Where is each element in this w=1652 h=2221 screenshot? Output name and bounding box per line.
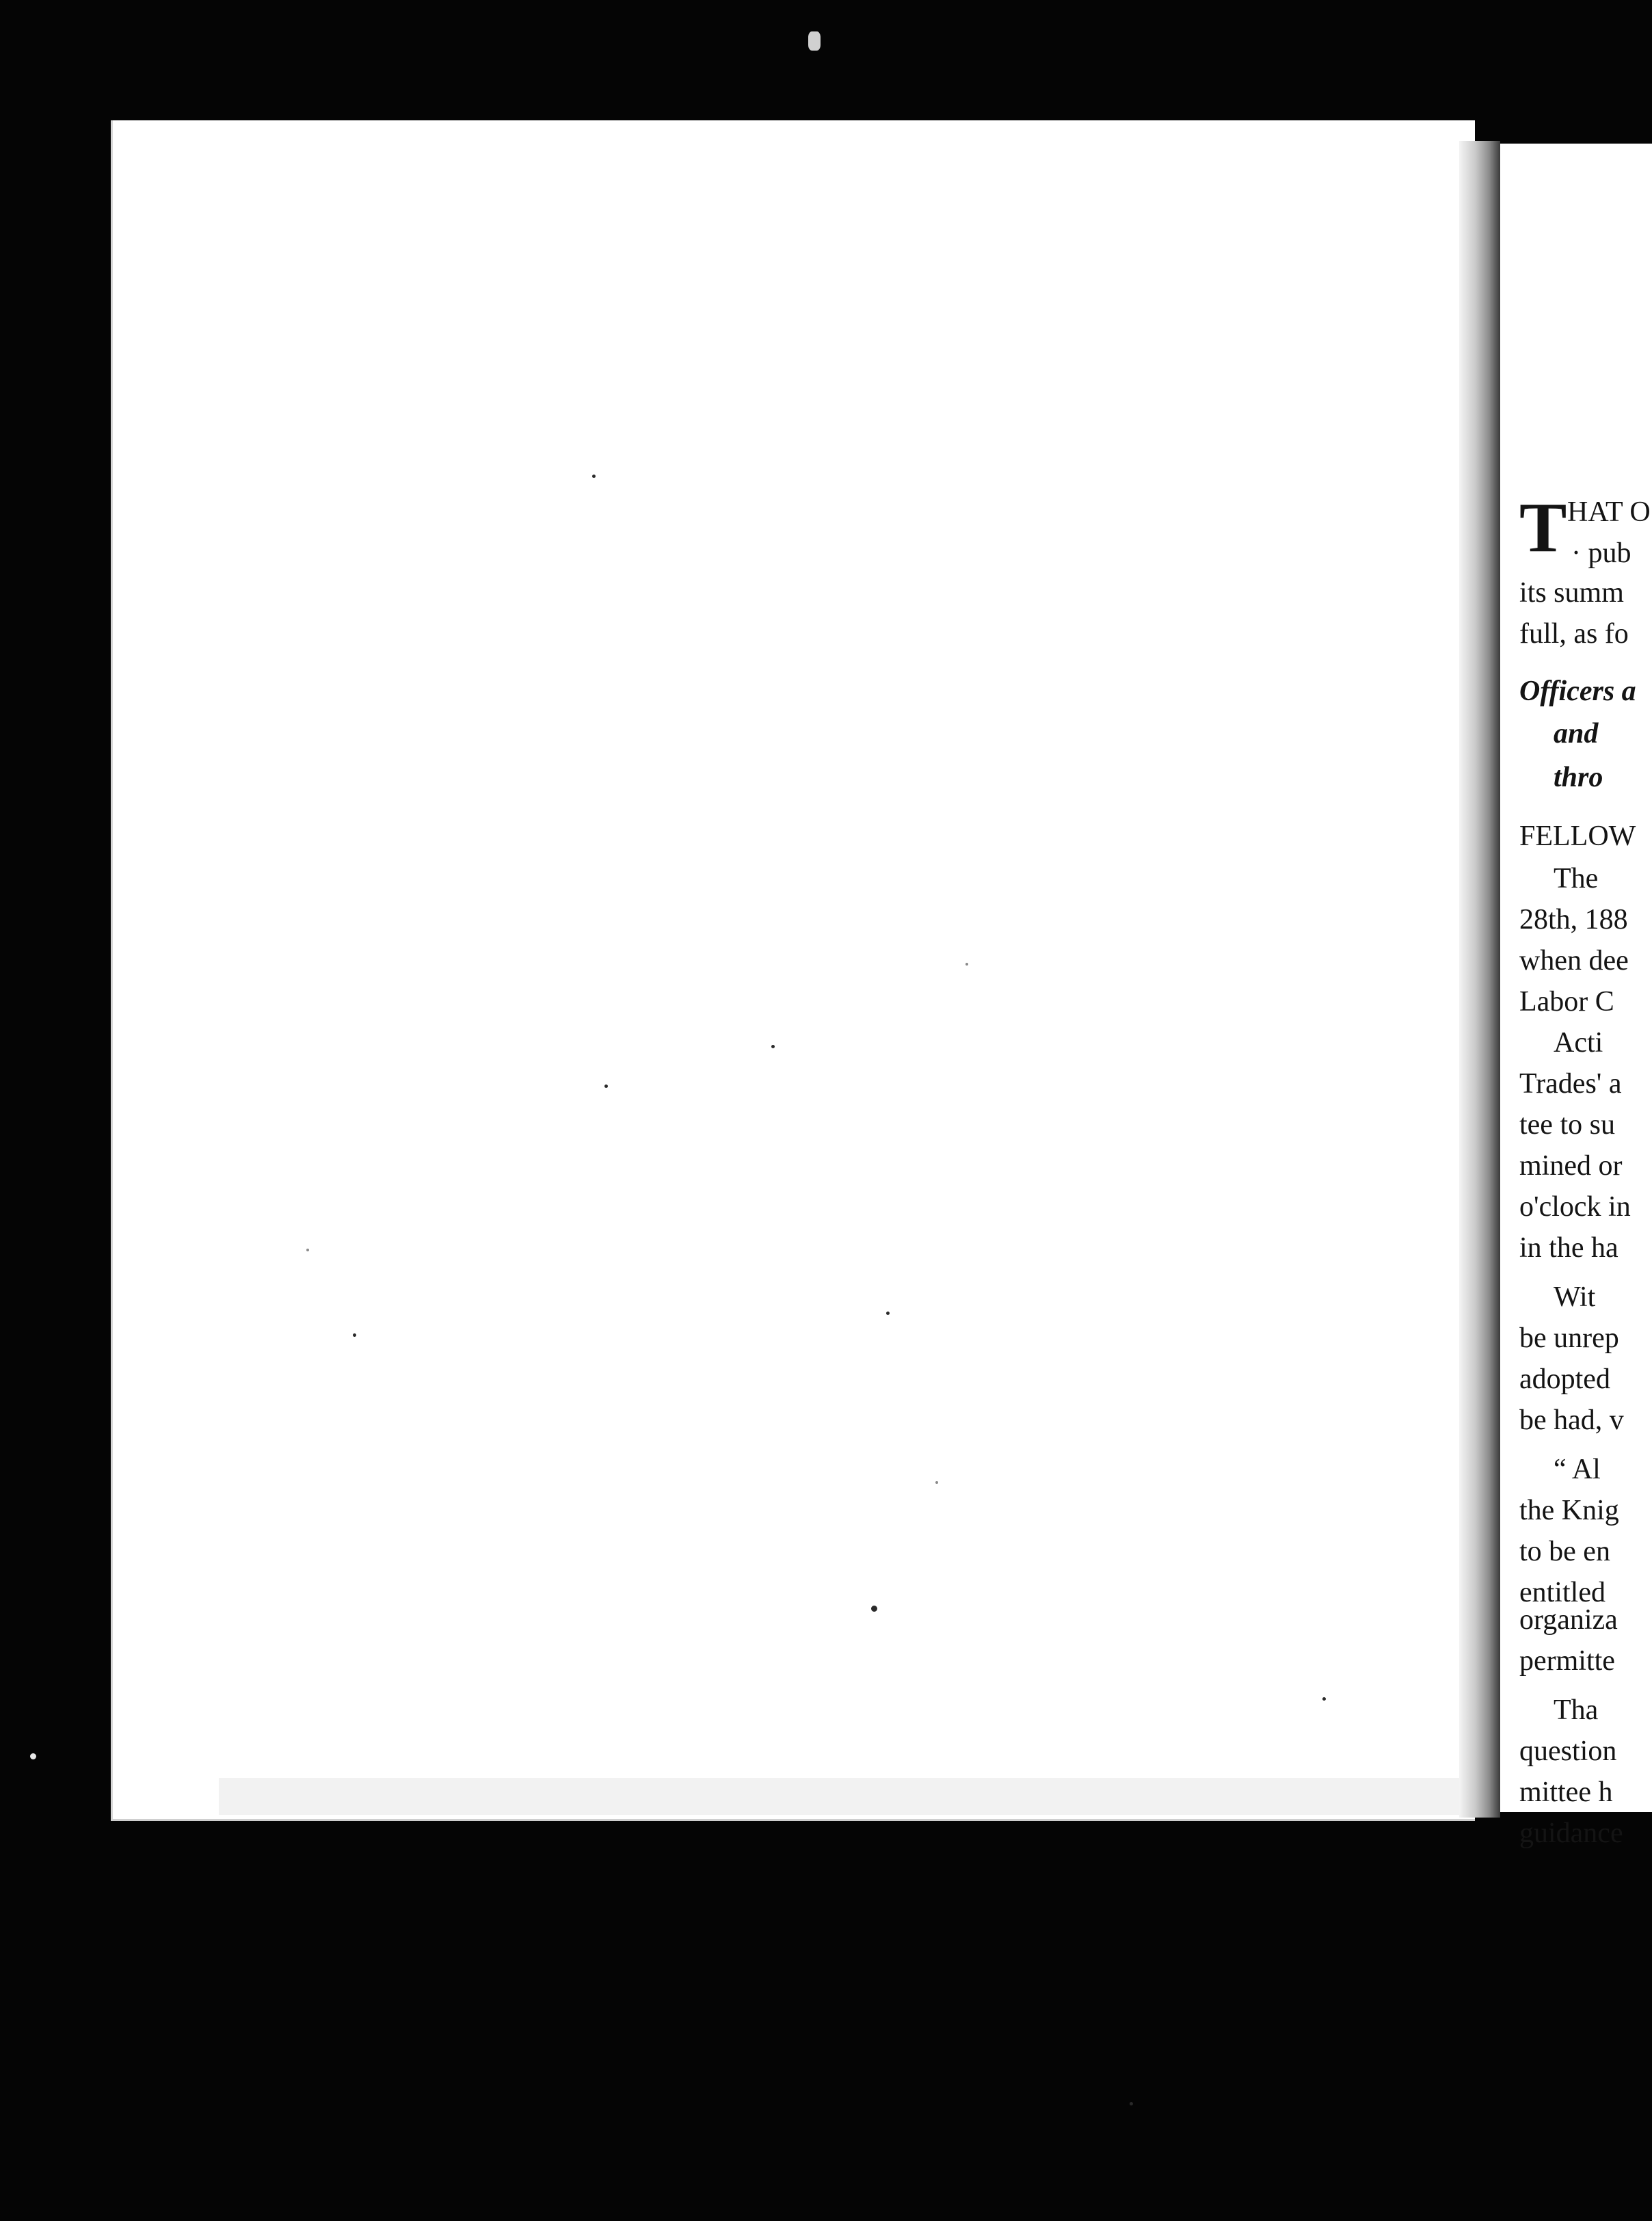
dust-speck (808, 31, 821, 51)
text-line: “ Al (1554, 1454, 1601, 1485)
dust-speck (604, 1085, 608, 1088)
text-line: Labor C (1519, 986, 1614, 1018)
text-line: its summ (1519, 577, 1624, 609)
text-line: Trades' a (1519, 1068, 1622, 1100)
text-line: 28th, 188 (1519, 904, 1628, 935)
text-line: mittee h (1519, 1777, 1613, 1808)
right-page-text-lower (1519, 1604, 1652, 2017)
blank-left-page (111, 120, 1475, 1821)
text-line: Wit (1554, 1281, 1596, 1313)
text-line: the Knig (1519, 1495, 1619, 1526)
dust-speck (30, 1753, 36, 1759)
book-gutter-shadow (1459, 141, 1500, 1818)
text-line: mined or (1519, 1150, 1623, 1182)
dust-speck (1322, 1697, 1326, 1701)
text-line: o'clock in (1519, 1191, 1631, 1223)
text-line: · pub (1571, 537, 1631, 569)
dust-speck (306, 1249, 309, 1251)
text-line: adopted (1519, 1364, 1610, 1395)
text-line: permitte (1519, 1645, 1615, 1677)
text-line: Officers a (1519, 676, 1636, 707)
dust-speck (935, 1481, 938, 1484)
drop-cap: T (1519, 488, 1567, 567)
text-line: to be en (1519, 1536, 1610, 1567)
dust-speck (771, 1045, 775, 1048)
salutation: FELLOW (1519, 821, 1636, 852)
text-line: in the ha (1519, 1232, 1618, 1264)
text-line: guidance (1519, 1818, 1623, 1849)
left-page-lower-edge (219, 1778, 1491, 1815)
text-line: full, as fo (1519, 618, 1629, 650)
text-line: and (1554, 718, 1599, 749)
dust-speck (592, 475, 596, 478)
text-line: thro (1554, 762, 1603, 793)
dust-speck (886, 1312, 890, 1315)
text-line: entitled (1519, 1577, 1606, 1608)
right-page-text (1519, 488, 1652, 1621)
text-line: when dee (1519, 945, 1629, 976)
dust-speck (871, 1606, 877, 1612)
dust-speck (965, 963, 968, 966)
text-line: organiza (1519, 1604, 1618, 1636)
text-line: The (1554, 863, 1599, 894)
text-line: question (1519, 1735, 1617, 1767)
text-line: be unrep (1519, 1322, 1619, 1354)
text-line: tee to su (1519, 1109, 1615, 1141)
text-line: Tha (1554, 1694, 1599, 1726)
text-line: be had, v (1519, 1405, 1624, 1436)
text-line: Acti (1554, 1027, 1603, 1059)
dust-speck (353, 1333, 356, 1337)
text-line: HAT O (1567, 496, 1651, 528)
dust-speck (1130, 2102, 1133, 2105)
